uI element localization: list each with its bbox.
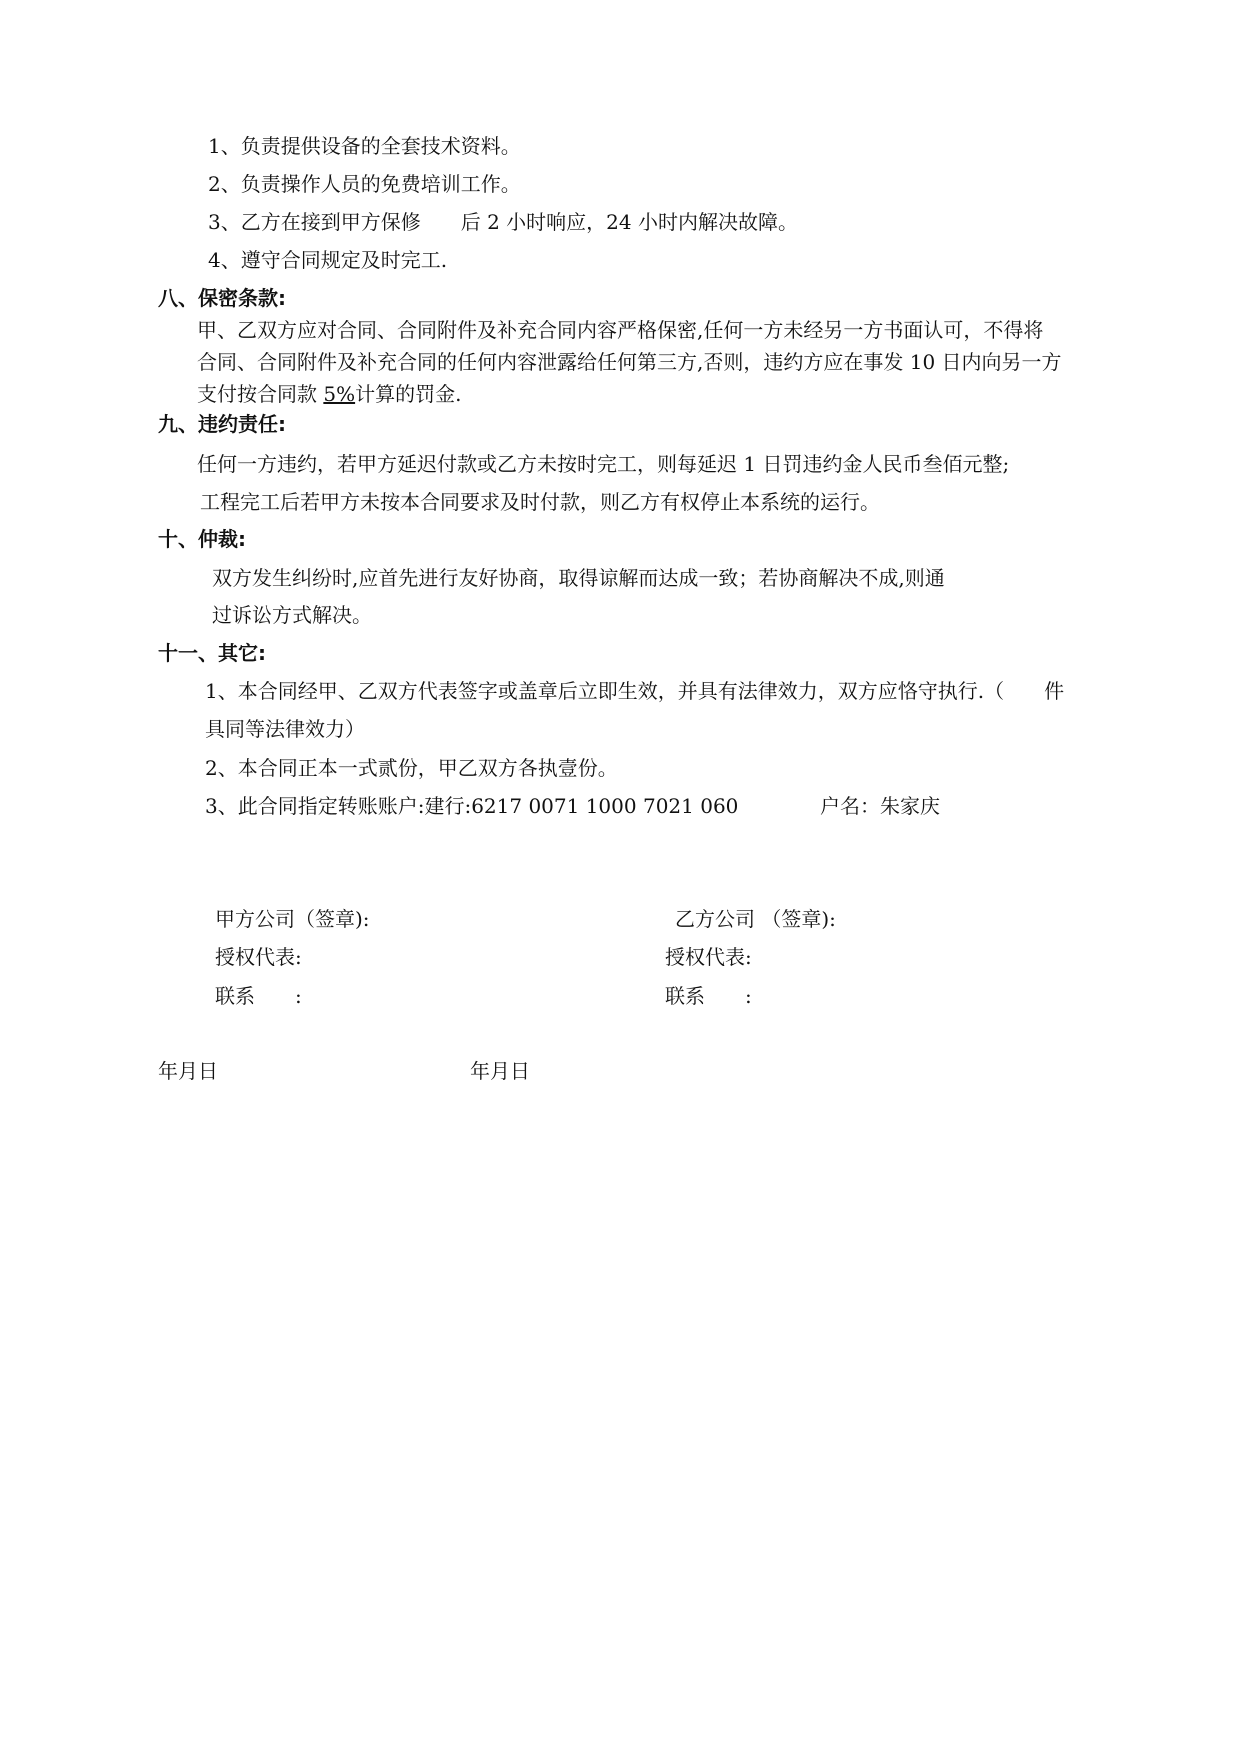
party-b-date: 年月日 xyxy=(470,1059,530,1083)
party-a-date: 年月日 xyxy=(158,1059,218,1083)
text-fragment: 支付按合同款 xyxy=(197,382,324,406)
bank-account: 3、此合同指定转账账户:建行:6217 0071 1000 7021 060 xyxy=(205,794,739,818)
paragraph-line: 甲、乙双方应对合同、合同附件及补充合同内容严格保密,任何一方未经另一方书面认可，不得将 xyxy=(197,318,1044,342)
party-b-contact: 联系 : xyxy=(665,984,752,1008)
item-repair-response: 3、乙方在接到甲方保修 后 2 小时响应，24 小时内解决故障。 xyxy=(208,210,798,234)
paragraph-line: 任何一方违约，若甲方延迟付款或乙方未按时完工，则每延迟 1 日罚违约金人民币叁佰元整; xyxy=(197,452,1010,476)
paragraph-line: 2、本合同正本一式贰份，甲乙双方各执壹份。 xyxy=(205,756,618,780)
item-training: 2、负责操作人员的免费培训工作。 xyxy=(208,172,521,196)
paragraph-line: 过诉讼方式解决。 xyxy=(212,603,372,627)
text-fragment: 计算的罚金. xyxy=(355,382,462,406)
paragraph-line: 1、本合同经甲、乙双方代表签字或盖章后立即生效，并具有法律效力，双方应恪守执行.（ 件 xyxy=(205,679,1065,703)
account-holder: 户名：朱家庆 xyxy=(820,794,940,818)
party-a-contact: 联系 : xyxy=(215,984,302,1008)
party-b-representative: 授权代表: xyxy=(665,945,752,969)
paragraph-line: 合同、合同附件及补充合同的任何内容泄露给任何第三方,否则，违约方应在事发 10 日内向另一方 xyxy=(197,350,1062,374)
paragraph-line xyxy=(197,380,461,408)
paragraph-line: 工程完工后若甲方未按本合同要求及时付款，则乙方有权停止本系统的运行。 xyxy=(200,490,880,514)
section-heading: 八、保密条款: xyxy=(158,286,286,310)
paragraph-line: 双方发生纠纷时,应首先进行友好协商，取得谅解而达成一致；若协商解决不成,则通 xyxy=(212,566,945,590)
section-heading: 九、违约责任: xyxy=(158,412,286,436)
section-heading: 十、仲裁: xyxy=(158,527,246,551)
party-a-company: 甲方公司（签章): xyxy=(215,907,370,931)
party-a-representative: 授权代表: xyxy=(215,945,302,969)
paragraph-line: 具同等法律效力） xyxy=(205,717,365,741)
party-b-company: 乙方公司 （签章): xyxy=(675,907,836,931)
penalty-percent: 5% xyxy=(323,382,356,406)
item-provide-docs: 1、负责提供设备的全套技术资料。 xyxy=(208,134,521,158)
item-complete-on-time: 4、遵守合同规定及时完工. xyxy=(208,248,448,272)
section-heading: 十一、其它: xyxy=(158,641,266,665)
